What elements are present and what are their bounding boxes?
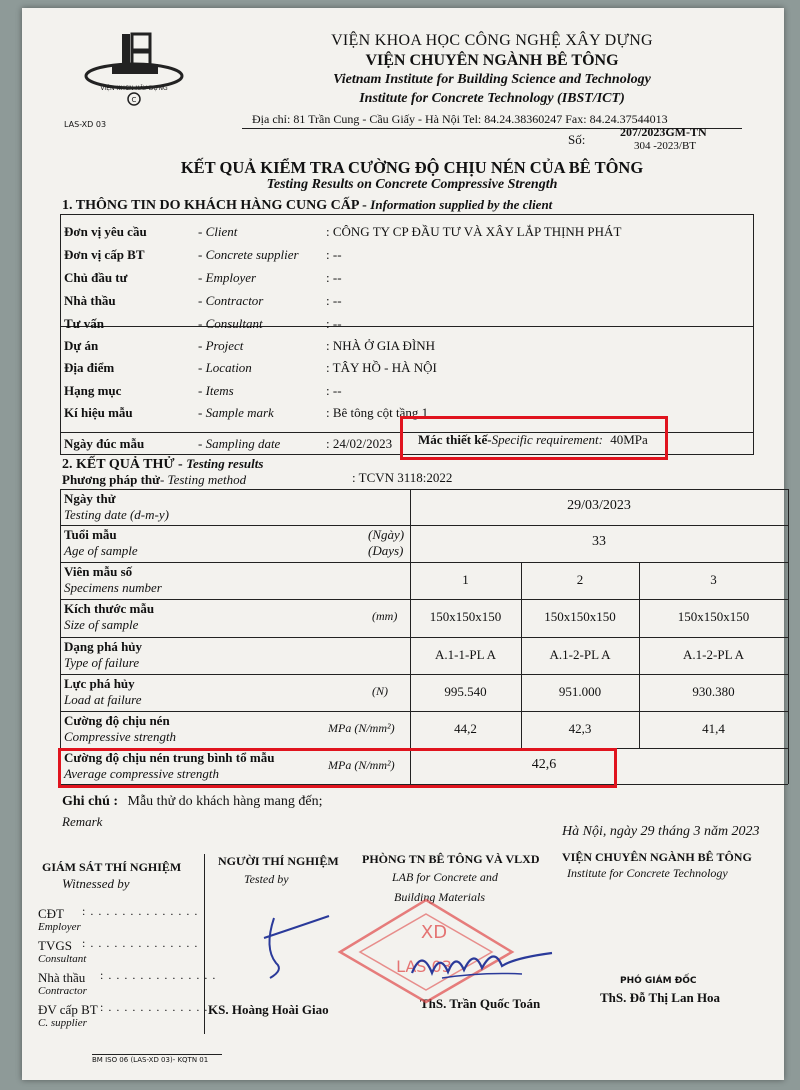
lab-code: LAS-XD 03 (64, 120, 107, 129)
unit-label: (N) (372, 684, 388, 698)
client-row-value: : -- (326, 293, 342, 308)
client-row-value: : Bê tông cột tầng 1 (326, 405, 429, 420)
result-row-label: Cường độ chịu nén (64, 713, 170, 728)
client-row-value: : 24/02/2023 (326, 436, 393, 451)
result-cell: 930.380 (692, 684, 735, 699)
witness-en: Witnessed by (62, 876, 130, 891)
client-row-value: : CÔNG TY CP ĐẦU TƯ VÀ XÂY LẮP THỊNH PHÁT (326, 224, 622, 239)
unit-label: (mm) (372, 609, 398, 623)
remark-en: Remark (62, 814, 103, 829)
client-row-label: Ngày đúc mẫu (64, 436, 145, 451)
client-row-label-en: - Sample mark (198, 405, 274, 420)
client-row-label-en: - Client (198, 224, 238, 239)
witness-dots: : . . . . . . . . . . . . . . (100, 968, 217, 982)
tester-en: Tested by (244, 872, 289, 886)
result-row-label-en: Average compressive strength (64, 766, 219, 781)
header-line3: Vietnam Institute for Building Science and Technology (333, 72, 651, 87)
client-row-value: : TÂY HỒ - HÀ NỘI (326, 360, 437, 375)
client-row-label: Tư vấn (64, 316, 104, 331)
section2-heading: 2. KẾT QUẢ THỬ - Testing results (62, 456, 264, 472)
result-cell: 42,3 (568, 721, 592, 736)
lab-name: ThS. Trần Quốc Toán (420, 996, 541, 1011)
inst-en: Institute for Concrete Technology (567, 866, 728, 880)
result-row-label: Kích thước mẫu (64, 601, 155, 616)
result-merged-value: 42,6 (531, 757, 557, 772)
result-cell: 150x150x150 (677, 609, 750, 624)
result-merged-value: 33 (592, 534, 606, 549)
tester-heading: NGƯỜI THÍ NGHIỆM (218, 854, 339, 868)
witness-row-label: CĐT (38, 906, 64, 921)
result-cell: 41,4 (702, 721, 725, 736)
client-row-label-en: - Project (198, 338, 244, 353)
title-en: Testing Results on Concrete Compressive Strength (266, 177, 558, 192)
client-row-label: Hạng mục (64, 383, 122, 398)
result-row-label-en: Specimens number (64, 580, 162, 595)
witness-row-label-en: C. supplier (38, 1017, 87, 1029)
result-cell: A.1-1-PL A (435, 647, 496, 662)
ibst-logo (82, 28, 187, 106)
header-address: Địa chỉ: 81 Trần Cung - Cầu Giấy - Hà Nội Tel: 84.24.38360247 Fax: 84.24.37544013 (252, 112, 668, 126)
section1-heading: 1. THÔNG TIN DO KHÁCH HÀNG CUNG CẤP - Information supplied by the client (62, 197, 553, 213)
witness-heading: GIÁM SÁT THÍ NGHIỆM (42, 860, 182, 874)
client-row-label: Nhà thầu (64, 293, 116, 308)
result-cell: 3 (710, 572, 717, 587)
result-row-label: Viên mẫu số (64, 564, 133, 579)
client-row-label: Địa điểm (64, 360, 115, 375)
result-row-label-en: Age of sample (64, 543, 138, 558)
testing-method: Phương pháp thử- Testing method (62, 472, 247, 487)
client-row-label: Dự án (64, 338, 99, 353)
client-row-label-en: - Items (198, 383, 234, 398)
result-cell: 2 (576, 572, 584, 587)
header-line2: VIỆN CHUYÊN NGÀNH BÊ TÔNG (365, 52, 619, 69)
result-row-label-en: Load at failure (64, 692, 142, 707)
so-value: 207/2023GM-TN (620, 125, 707, 139)
witness-dots: : . . . . . . . . . . . . . . (100, 1000, 217, 1014)
document-sheet (22, 8, 784, 1080)
svg-text:VIỆN KHCN XÂY DỰNG: VIỆN KHCN XÂY DỰNG (100, 85, 168, 92)
result-cell: 150x150x150 (429, 609, 502, 624)
result-row-label: Tuổi mẫu (64, 527, 117, 542)
inst-heading: VIỆN CHUYÊN NGÀNH BÊ TÔNG (562, 850, 752, 864)
stamp-top-text: XD (420, 922, 448, 943)
client-row-label-en: - Consultant (198, 316, 263, 331)
lab-signature-icon (402, 928, 562, 998)
client-row-value: : -- (326, 316, 342, 331)
result-row-label-en: Testing date (d-m-y) (64, 507, 169, 522)
client-row-value: : -- (326, 270, 342, 285)
header-line1: VIỆN KHOA HỌC CÔNG NGHỆ XÂY DỰNG (331, 32, 653, 49)
spec-highlight-box (400, 416, 668, 460)
witness-row-label: ĐV cấp BT (38, 1002, 98, 1017)
witness-dots: : . . . . . . . . . . . . . . (82, 936, 199, 950)
result-row-label-en: Type of failure (64, 655, 140, 670)
svg-text:C: C (131, 96, 137, 104)
witness-row-label: Nhà thầu (38, 970, 86, 985)
result-cell: A.1-2-PL A (549, 647, 611, 662)
result-row-label-en: Size of sample (64, 617, 139, 632)
client-row-value: : NHÀ Ở GIA ĐÌNH (326, 338, 436, 353)
lab-en1: LAB for Concrete and (392, 870, 498, 884)
witness-row-label: TVGS (38, 938, 72, 953)
inst-name: ThS. Đỗ Thị Lan Hoa (600, 990, 721, 1005)
witness-row-label-en: Employer (38, 921, 81, 933)
average-highlight-box (58, 748, 617, 788)
unit-label: MPa (N/mm²) (328, 758, 395, 772)
witness-row-label-en: Consultant (38, 953, 87, 965)
result-row-label: Dạng phá hủy (64, 639, 143, 654)
testing-method-value: : TCVN 3118:2022 (352, 470, 453, 485)
client-row-label-en: - Sampling date (198, 436, 281, 451)
title-vi: KẾT QUẢ KIỂM TRA CƯỜNG ĐỘ CHỊU NÉN CỦA BÊ TÔNG (180, 158, 644, 177)
lab-en2: Building Materials (394, 890, 485, 904)
result-row-label: Cường độ chịu nén trung bình tổ mẫu (64, 750, 275, 765)
form-footer: BM ISO 06 (LAS-XD 03)- KQTN 01 (92, 1056, 209, 1064)
result-cell: 44,2 (454, 721, 477, 736)
result-row-label-en: Compressive strength (64, 729, 177, 744)
client-row-label-en: - Employer (198, 270, 257, 285)
date-line: Hà Nội, ngày 29 tháng 3 năm 2023 (562, 824, 760, 839)
client-row-label-en: - Contractor (198, 293, 264, 308)
client-row-label: Chủ đầu tư (64, 270, 128, 285)
header-line4: Institute for Concrete Technology (IBST/ICT) (359, 91, 625, 106)
so-label: Số: (568, 132, 586, 147)
client-row-label: Đơn vị yêu cầu (64, 224, 147, 239)
result-cell: 150x150x150 (544, 609, 616, 624)
result-merged-value: 29/03/2023 (567, 498, 631, 513)
client-row-label-en: - Location (198, 360, 252, 375)
client-row-value: : -- (326, 383, 342, 398)
witness-dots: : . . . . . . . . . . . . . . (82, 904, 199, 918)
witness-row-label-en: Contractor (38, 985, 87, 997)
so-sub: 304 -2023/BT (634, 140, 697, 152)
deputy-director: PHÓ GIÁM ĐỐC (620, 976, 697, 986)
result-cell: A.1-2-PL A (683, 647, 744, 662)
client-row-label-en: - Concrete supplier (198, 247, 299, 262)
client-row-label: Đơn vị cấp BT (64, 247, 145, 262)
unit-label-en: (Days) (368, 543, 404, 558)
spec-requirement: Mác thiết kế-Specific requirement: 40MPa (418, 432, 648, 447)
result-row-label: Ngày thử (64, 491, 116, 506)
result-cell: 951.000 (558, 684, 602, 699)
tester-signature-icon (234, 908, 344, 988)
result-cell: 995.540 (444, 684, 487, 699)
lab-heading: PHÒNG TN BÊ TÔNG VÀ VLXD (362, 852, 540, 866)
client-row-value: : -- (326, 247, 342, 262)
client-row-label: Kí hiệu mẫu (64, 405, 133, 420)
remark: Ghi chú : Mẫu thử do khách hàng mang đến; (62, 794, 323, 809)
stamp-bottom-text: LAS 03 (396, 957, 452, 976)
unit-label: MPa (N/mm²) (328, 721, 395, 735)
unit-label: (Ngày) (368, 527, 405, 542)
result-row-label: Lực phá hủy (64, 676, 135, 691)
tester-name: KS. Hoàng Hoài Giao (208, 1002, 329, 1017)
result-cell: 1 (462, 572, 469, 587)
